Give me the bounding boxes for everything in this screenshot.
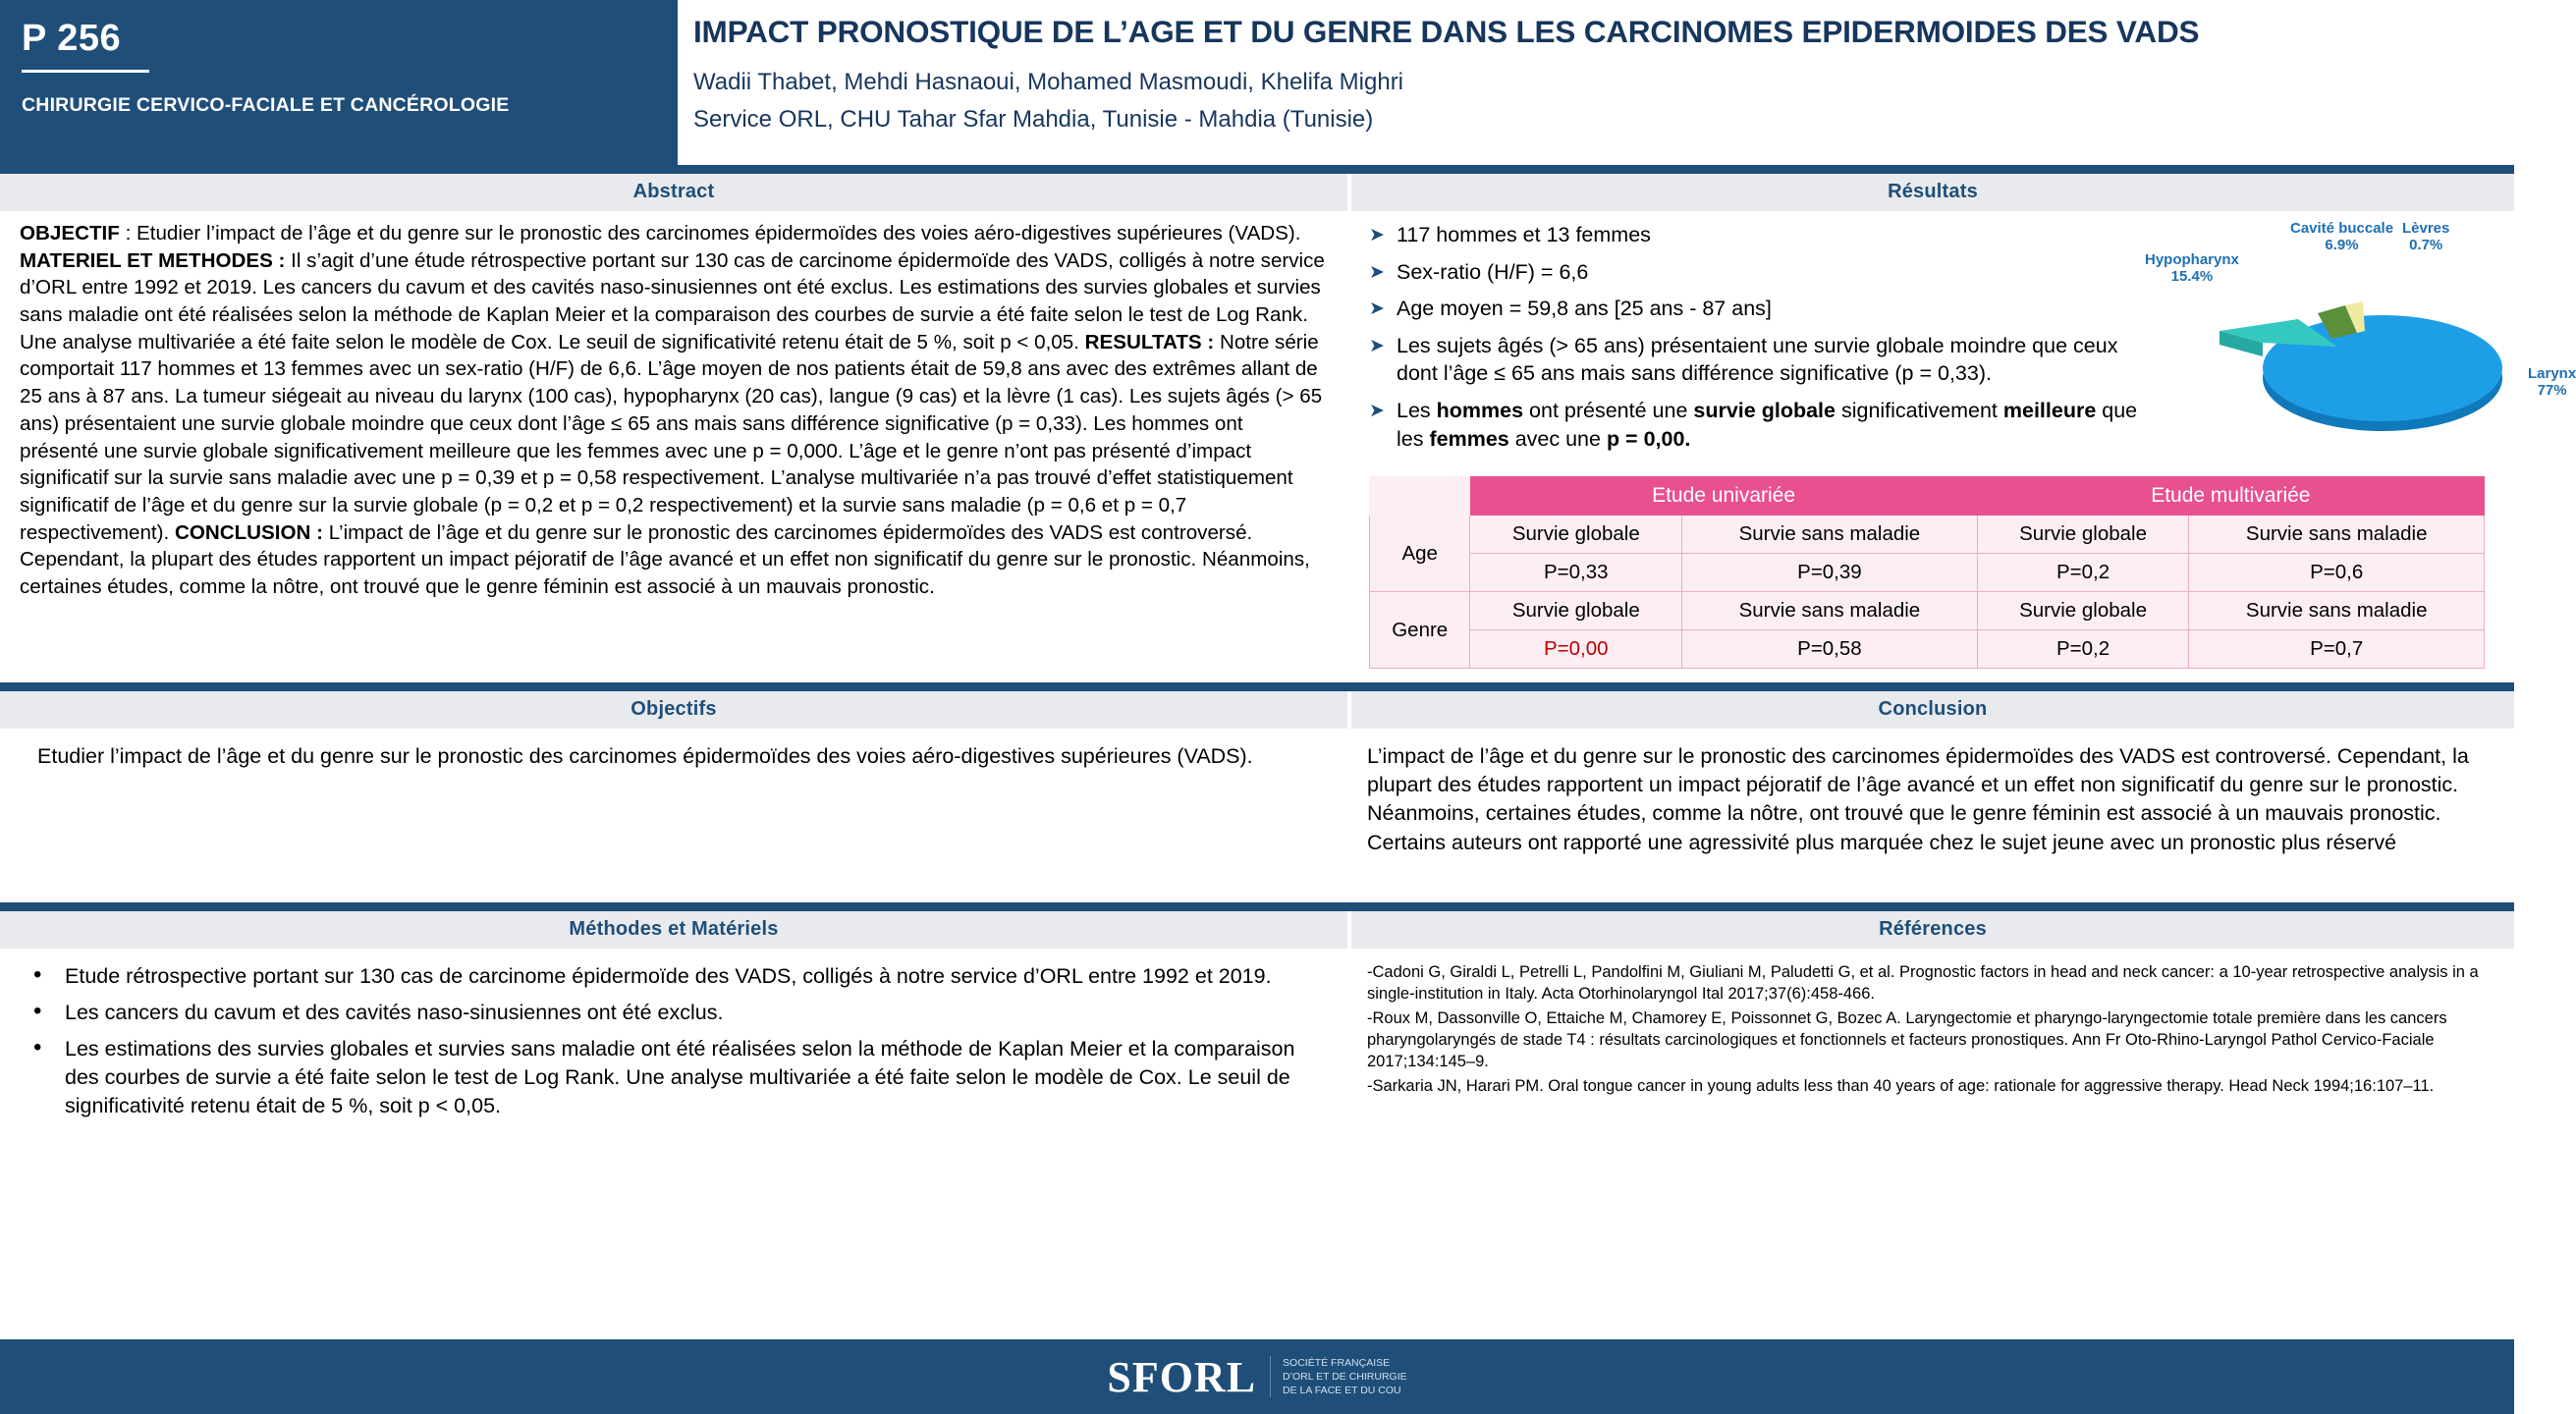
list-item-label: Age moyen = 59,8 ans [25 ans - 87 ans] — [1397, 297, 1772, 321]
table-subheader: Survie globale — [1470, 516, 1682, 554]
logo-sub-line3: DE LA FACE ET DU COU — [1283, 1385, 1401, 1397]
section-title-methodes: Méthodes et Matériels — [0, 911, 1347, 949]
pie-label-name: Larynx — [2528, 365, 2576, 382]
logo-sub-line2: D’ORL ET DE CHIRURGIE — [1283, 1370, 1407, 1383]
poster-header-left — [0, 0, 678, 165]
divider-conclusion-methodes — [0, 902, 2514, 911]
abstract-resultats-label: RESULTATS : — [1084, 330, 1215, 354]
table-cell: P=0,39 — [1682, 554, 1978, 592]
references-column — [1347, 911, 2514, 1138]
frag-femmes: femmes — [1429, 426, 1509, 451]
objectifs-text: Etudier l’impact de l’âge et du genre sur le pronostic des carcinomes épidermoïdes des voies aéro-digestives supérieures (VADS). — [37, 744, 1253, 768]
poster-number-underline — [22, 70, 149, 73]
list-item-label: Etude rétrospective portant sur 130 cas de carcinome épidermoïde des VADS, colligés à notre service d’ORL entre 1992 et 2019. — [65, 963, 1272, 988]
table-row — [1370, 630, 2485, 669]
pie-chart-svg — [2190, 262, 2563, 459]
frag-e: significativement — [1835, 398, 2003, 422]
conclusion-column — [1347, 691, 2514, 875]
pie-label-larynx — [2528, 366, 2576, 399]
frag-pvalue: p = 0,00. — [1606, 426, 1691, 451]
list-item-label-rich — [1397, 397, 2145, 453]
abstract-resultats-text: Notre série comportait 117 hommes et 13 femmes avec un sex-ratio (H/F) de 6,6. L’âge moyen de nos patients était de 59,8 ans avec des extrêmes allant de 25 ans à 87 ans. La tumeur siégeait au niveau du larynx (100 cas), hypopharynx (20 cas), langue (9 cas) et la lèvre (1 cas). Les sujets âgés (> 65 ans) présentaient une survie globale moindre que ceux dont l’âge ≤ 65 ans mais sans différence significative (p = 0,33). Les hommes ont présenté une survie globale significativement meilleure que les femmes avec une p = 0,000. L’âge et le genre n’ont pas présenté d’impact significatif sur la survie sans maladie avec une p = 0,39 et p = 0,58 respectivement. L’analyse multivariée n’a pas trouvé d’effet statistiquement significatif de l’âge et du genre sur la survie globale (p = 0,2 et p = 0,2 respectivement) et la survie sans maladie (p = 0,6 et p = 0,7 respectivement). — [20, 330, 1323, 544]
section-title-abstract: Abstract — [0, 174, 1347, 211]
results-table — [1369, 476, 2485, 669]
list-item-label: Les sujets âgés (> 65 ans) présentaient une survie globale moindre que ceux dont l’âge ≤ 65 ans mais sans différence significative (p = 0,33). — [1397, 333, 2118, 386]
pie-label-pct: 77% — [2537, 381, 2567, 399]
list-item — [33, 962, 1322, 991]
section-title-resultats: Résultats — [1351, 174, 2514, 211]
table-cell-highlight: P=0,00 — [1470, 630, 1682, 669]
row-methodes-references — [0, 911, 2514, 1138]
spacer — [0, 875, 2514, 902]
table-header-multivariee: Etude multivariée — [1977, 477, 2484, 516]
list-item-label: Les estimations des survies globales et survies sans maladie ont été réalisées selon la méthode de Kaplan Meier et la comparaison des courbes de survie a été faite selon le test de Log Rank. Une analyse multivariée a été faite selon le modèle de Cox. Le seuil de significativité retenu était de 5 %, soit p < 0,05. — [65, 1036, 1295, 1117]
table-rowlabel-genre: Genre — [1370, 592, 1470, 669]
pie-label-pct: 0.7% — [2409, 236, 2443, 253]
pie-label-name: Lèvres — [2402, 220, 2450, 237]
list-item — [1369, 221, 2145, 249]
frag-i: avec une — [1508, 426, 1607, 451]
poster-header — [0, 0, 2514, 165]
frag-hommes: hommes — [1436, 398, 1524, 422]
abstract-materiel-text: Il s’agit d’une étude rétrospective portant sur 130 cas de carcinome épidermoïde des VADS, colligés à notre service d’ORL entre 1992 et 2019. Les cancers du cavum et des cavités naso-sinusiennes ont été exclus. Les estimations des survies globales et survies sans maladie ont été réalisées selon la méthode de Kaplan Meier et la comparaison des courbes de survie a été faite selon le test de Log Rank. Une analyse multivariée a été faite selon le modèle de Cox. Le seuil de significativité retenu était de 5 %, soit p < 0,05. — [20, 248, 1325, 354]
logo-subtitle — [1270, 1356, 1407, 1398]
abstract-column — [0, 174, 1347, 682]
list-item-label: 117 hommes et 13 femmes — [1397, 223, 1651, 246]
abstract-conclusion-label: CONCLUSION : — [174, 520, 323, 544]
poster-header-right — [678, 0, 2514, 165]
table-cell: P=0,58 — [1682, 630, 1978, 669]
list-item — [1369, 258, 2145, 287]
table-subheader: Survie sans maladie — [1682, 516, 1978, 554]
table-row — [1370, 592, 2485, 630]
conclusion-text: L’impact de l’âge et du genre sur le pronostic des carcinomes épidermoïdes des VADS est controversé. Cependant, la plupart des études rapportent un impact péjoratif de l’âge avancé et un effet non significatif du genre sur le pronostic. Néanmoins, certaines études, comme la nôtre, ont trouvé que le genre féminin est associé à un mauvais pronostic. Certains auteurs ont rapporté une agressivité plus marquée chez le sujet jeune avec un pronostic plus réservé — [1367, 744, 2469, 854]
row-objectifs-conclusion — [0, 691, 2514, 875]
pie-label-name: Hypopharynx — [2145, 251, 2239, 268]
table-row — [1370, 554, 2485, 592]
table-header-univariee: Etude univariée — [1470, 477, 1977, 516]
list-item-label: Les cancers du cavum et des cavités naso-sinusiennes ont été exclus. — [65, 1000, 724, 1024]
bullet-icon: • — [33, 997, 42, 1024]
table-row-groups — [1370, 477, 2485, 516]
reference-item: -Cadoni G, Giraldi L, Petrelli L, Pandolfini M, Giuliani M, Paludetti G, et al. Prognostic factors in head and neck cancer: a 10-year retrospective analysis in a single-institution in Italy. Acta Otorhinolaryngol Ital 2017;37(6):458-466. — [1367, 962, 2479, 1003]
table-cell: P=0,33 — [1470, 554, 1682, 592]
arrow-bullet-icon: ➤ — [1369, 225, 1385, 245]
section-title-objectifs: Objectifs — [0, 691, 1347, 729]
abstract-materiel-label: MATERIEL ET METHODES : — [20, 248, 286, 272]
table-subheader: Survie sans maladie — [1682, 592, 1978, 630]
methodes-column — [0, 911, 1347, 1138]
authors: Wadii Thabet, Mehdi Hasnaoui, Mohamed Masmoudi, Khelifa Mighri — [693, 69, 1404, 96]
results-column — [1347, 174, 2576, 682]
objectifs-column — [0, 691, 1347, 875]
bullet-icon: • — [33, 960, 42, 988]
table-subheader: Survie globale — [1977, 592, 2189, 630]
poster-footer — [0, 1339, 2514, 1414]
pie-label-pct: 6.9% — [2325, 236, 2359, 253]
logo-main-text: SFORL — [1107, 1352, 1257, 1401]
table-subheader: Survie globale — [1977, 516, 2189, 554]
table-cell: P=0,6 — [2189, 554, 2485, 592]
frag-meilleure: meilleure — [2002, 398, 2097, 422]
arrow-bullet-icon: ➤ — [1369, 400, 1385, 421]
divider-results-objectifs — [0, 682, 2514, 691]
pie-label-name: Cavité buccale — [2290, 220, 2394, 237]
table-subheader: Survie sans maladie — [2189, 516, 2485, 554]
table-subheader: Survie sans maladie — [2189, 592, 2485, 630]
pie-label-cavite-buccale — [2290, 221, 2393, 253]
list-item — [1369, 397, 2145, 453]
list-item — [1369, 295, 2145, 323]
header-divider — [0, 165, 2514, 174]
table-row — [1370, 516, 2485, 554]
logo-sub-line1: SOCIÉTÉ FRANÇAISE — [1283, 1356, 1391, 1369]
list-item — [33, 1035, 1322, 1120]
list-item — [1369, 332, 2145, 388]
poster-number: P 256 — [22, 18, 122, 59]
references-list — [1351, 949, 2514, 1111]
results-table-wrap — [1351, 470, 2514, 682]
tumor-site-pie-chart — [2145, 220, 2576, 466]
reference-item: -Sarkaria JN, Harari PM. Oral tongue cancer in young adults less than 40 years of age: rationale for aggressive therapy. Head Neck 1994;16:107–11. — [1367, 1076, 2435, 1095]
sforl-logo — [1107, 1352, 1406, 1402]
list-item-label: Sex-ratio (H/F) = 6,6 — [1397, 259, 1589, 284]
abstract-objectif-text: : Etudier l’impact de l’âge et du genre sur le pronostic des carcinomes épidermoïdes des voies aéro-digestives supérieures (VADS). — [119, 222, 1301, 245]
pie-label-hypopharynx — [2145, 252, 2239, 285]
arrow-bullet-icon: ➤ — [1369, 261, 1385, 283]
abstract-text — [0, 211, 1347, 611]
methodes-list — [0, 949, 1347, 1138]
table-rowlabel-age: Age — [1370, 516, 1470, 592]
abstract-conclusion-text: L’impact de l’âge et du genre sur le pronostic des carcinomes épidermoïdes des VADS est controversé. Cependant, la plupart des études rapportent un impact péjoratif de l’âge avancé et un effet non significatif du genre sur le pronostic. Néanmoins, certaines études, comme la nôtre, ont trouvé que le genre féminin est associé à un mauvais pronostic. — [20, 520, 1310, 598]
arrow-bullet-icon: ➤ — [1369, 299, 1385, 320]
table-corner-cell — [1370, 477, 1470, 516]
pie-label-levres — [2402, 221, 2449, 253]
abstract-objectif-label: OBJECTIF — [20, 222, 120, 245]
bullet-icon: • — [33, 1033, 42, 1060]
table-subheader: Survie globale — [1470, 592, 1682, 630]
affiliation: Service ORL, CHU Tahar Sfar Mahdia, Tunisie - Mahdia (Tunisie) — [693, 106, 1374, 134]
frag-c: ont présenté une — [1523, 398, 1694, 422]
arrow-bullet-icon: ➤ — [1369, 335, 1385, 356]
frag-survie-globale: survie globale — [1693, 398, 1836, 422]
page-title: IMPACT PRONOSTIQUE DE L’AGE ET DU GENRE DANS LES CARCINOMES EPIDERMOIDES DES VADS — [693, 14, 2200, 49]
reference-item: -Roux M, Dassonville O, Ettaiche M, Chamorey E, Poissonnet G, Bozec A. Laryngectomie et pharyngo-laryngectomie totale première dans les cancers pharyngolaryngés de stade T4 : résultats carcinologiques et fonctionnels et facteurs pronostiques. Ann Fr Oto-Rhino-Laryngol Pathol Cervico-Faciale 2017;134:145–9. — [1367, 1008, 2447, 1070]
list-item — [33, 999, 1322, 1027]
table-cell: P=0,2 — [1977, 630, 2189, 669]
row-abstract-results — [0, 174, 2576, 682]
results-content — [1351, 211, 2576, 470]
table-cell: P=0,2 — [1977, 554, 2189, 592]
section-title-references: Références — [1351, 911, 2514, 949]
frag-g: que les — [1397, 398, 2138, 451]
logo-wordmark — [1107, 1352, 1256, 1402]
results-list — [1369, 221, 2145, 466]
frag-a: Les — [1397, 398, 1437, 422]
section-title-conclusion: Conclusion — [1351, 691, 2514, 729]
pie-label-pct: 15.4% — [2170, 267, 2214, 285]
table-cell: P=0,7 — [2189, 630, 2485, 669]
session-name: CHIRURGIE CERVICO-FACIALE ET CANCÉROLOGIE — [22, 94, 510, 116]
